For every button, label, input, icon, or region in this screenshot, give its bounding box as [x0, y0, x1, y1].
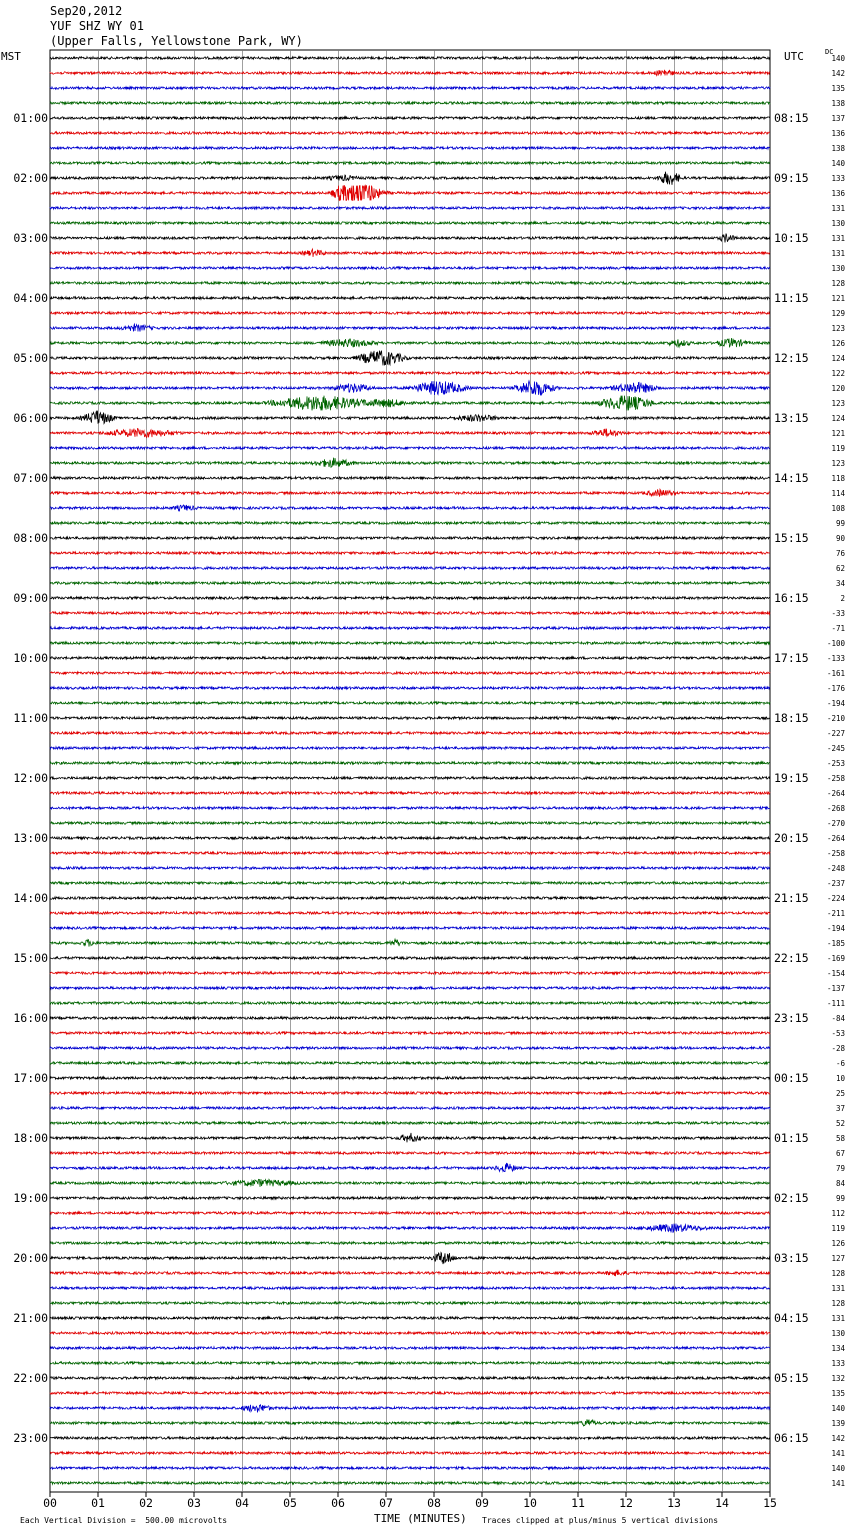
utc-hour-label: 13:15 — [774, 411, 809, 425]
dc-offset-label: 123 — [831, 324, 845, 333]
trace-row-60 — [50, 957, 770, 959]
trace-row-48 — [50, 777, 770, 779]
mst-hour-label: 04:00 — [13, 291, 48, 305]
trace-row-78 — [50, 1224, 770, 1233]
dc-offset-label: 10 — [835, 1074, 845, 1083]
trace-row-49 — [50, 792, 770, 794]
trace-row-64 — [50, 1017, 770, 1019]
dc-offset-label: 134 — [831, 1344, 845, 1353]
utc-hour-label: 15:15 — [774, 531, 809, 545]
dc-offset-label: -176 — [826, 684, 845, 693]
dc-offset-label: -154 — [826, 969, 845, 978]
x-tick-label: 04 — [235, 1496, 249, 1510]
mst-hour-label: 14:00 — [13, 891, 48, 905]
trace-row-79 — [50, 1242, 770, 1244]
trace-row-6 — [50, 147, 770, 149]
dc-offset-label: 76 — [835, 549, 845, 558]
dc-offset-label: 121 — [831, 294, 845, 303]
trace-row-12 — [50, 234, 770, 243]
dc-offset-label: 62 — [835, 564, 845, 573]
trace-row-31 — [50, 522, 770, 524]
trace-row-26 — [50, 447, 770, 449]
trace-row-1 — [50, 70, 770, 76]
trace-row-24 — [50, 411, 770, 424]
mst-hour-label: 19:00 — [13, 1191, 48, 1205]
dc-offset-label: 112 — [831, 1209, 845, 1218]
dc-offset-label: -161 — [826, 669, 845, 678]
trace-row-69 — [50, 1092, 770, 1094]
dc-offset-label: 140 — [831, 159, 845, 168]
utc-hour-label: 23:15 — [774, 1011, 809, 1025]
dc-offset-label: 142 — [831, 69, 845, 78]
mst-hour-label: 13:00 — [13, 831, 48, 845]
utc-hour-label: 19:15 — [774, 771, 809, 785]
trace-row-44 — [50, 717, 770, 719]
trace-row-18 — [50, 324, 770, 332]
trace-row-45 — [50, 732, 770, 734]
dc-offset-label: 119 — [831, 1224, 845, 1233]
dc-offset-label: 122 — [831, 369, 845, 378]
mst-hour-label: 06:00 — [13, 411, 48, 425]
x-tick-label: 06 — [331, 1496, 345, 1510]
dc-offset-label: 58 — [835, 1134, 845, 1143]
mst-hour-label: 22:00 — [13, 1371, 48, 1385]
utc-hour-label: 21:15 — [774, 891, 809, 905]
trace-row-29 — [50, 489, 770, 496]
mst-hour-label: 16:00 — [13, 1011, 48, 1025]
dc-offset-label: -224 — [826, 894, 845, 903]
trace-row-7 — [50, 162, 770, 164]
trace-row-81 — [50, 1270, 770, 1276]
dc-offset-label: 99 — [835, 1194, 845, 1203]
trace-row-58 — [50, 927, 770, 929]
dc-offset-labels — [827, 54, 846, 1488]
trace-row-2 — [50, 87, 770, 89]
dc-offset-label: 132 — [831, 1374, 845, 1383]
mst-hour-label: 03:00 — [13, 231, 48, 245]
dc-offset-label: 140 — [831, 1464, 845, 1473]
trace-row-52 — [50, 837, 770, 839]
trace-row-4 — [50, 117, 770, 119]
x-axis-title: TIME (MINUTES) — [374, 1512, 467, 1525]
trace-row-82 — [50, 1287, 770, 1289]
dc-offset-label: -137 — [826, 984, 845, 993]
dc-offset-label: 140 — [831, 54, 845, 63]
dc-offset-label: 127 — [831, 1254, 845, 1263]
dc-offset-label: -28 — [831, 1044, 845, 1053]
dc-offset-label: 136 — [831, 129, 845, 138]
utc-hour-label: 16:15 — [774, 591, 809, 605]
utc-hour-label: 11:15 — [774, 291, 809, 305]
header-date: Sep20,2012 — [50, 4, 123, 18]
trace-row-73 — [50, 1152, 770, 1154]
trace-row-22 — [50, 381, 770, 396]
utc-hour-label: 17:15 — [774, 651, 809, 665]
dc-offset-label: -245 — [826, 744, 845, 753]
mst-hour-label: 01:00 — [13, 111, 48, 125]
trace-row-70 — [50, 1107, 770, 1109]
dc-offset-label: -227 — [826, 729, 845, 738]
trace-row-54 — [50, 867, 770, 869]
header-station: YUF SHZ WY 01 — [50, 19, 144, 33]
trace-row-46 — [50, 747, 770, 749]
x-tick-label: 07 — [379, 1496, 393, 1510]
dc-offset-label: 121 — [831, 429, 845, 438]
trace-row-15 — [50, 282, 770, 284]
plot-frame — [50, 50, 770, 1492]
trace-row-91 — [50, 1419, 770, 1426]
trace-row-84 — [50, 1317, 770, 1319]
trace-row-42 — [50, 687, 770, 689]
dc-offset-label: -210 — [826, 714, 845, 723]
utc-hour-label: 01:15 — [774, 1131, 809, 1145]
x-tick-label: 12 — [619, 1496, 633, 1510]
x-tick-label: 15 — [763, 1496, 777, 1510]
dc-offset-label: 139 — [831, 1419, 845, 1428]
trace-row-83 — [50, 1302, 770, 1304]
dc-offset-label: 126 — [831, 1239, 845, 1248]
mst-hour-label: 11:00 — [13, 711, 48, 725]
trace-row-80 — [50, 1253, 770, 1265]
trace-row-56 — [50, 897, 770, 899]
trace-row-61 — [50, 972, 770, 974]
dc-offset-label: 118 — [831, 474, 845, 483]
dc-offset-label: -258 — [826, 849, 845, 858]
trace-row-47 — [50, 762, 770, 764]
x-tick-label: 13 — [667, 1496, 681, 1510]
mst-hour-label: 02:00 — [13, 171, 48, 185]
trace-row-55 — [50, 882, 770, 884]
dc-offset-label: 131 — [831, 249, 845, 258]
x-tick-label: 02 — [139, 1496, 153, 1510]
dc-offset-label: 128 — [831, 279, 845, 288]
dc-offset-label: 131 — [831, 1314, 845, 1323]
trace-row-30 — [50, 505, 770, 511]
trace-row-39 — [50, 642, 770, 644]
trace-row-59 — [50, 939, 770, 946]
mst-hour-label: 05:00 — [13, 351, 48, 365]
dc-offset-label: -194 — [826, 699, 845, 708]
x-tick-label: 00 — [43, 1496, 57, 1510]
dc-offset-label: 114 — [831, 489, 845, 498]
utc-hour-label: 00:15 — [774, 1071, 809, 1085]
dc-offset-label: 129 — [831, 309, 845, 318]
dc-offset-label: 138 — [831, 99, 845, 108]
utc-hour-label: 02:15 — [774, 1191, 809, 1205]
trace-row-9 — [50, 186, 770, 201]
dc-offset-label: 137 — [831, 114, 845, 123]
dc-offset-label: 79 — [835, 1164, 845, 1173]
dc-offset-label: 135 — [831, 1389, 845, 1398]
trace-row-76 — [50, 1197, 770, 1199]
dc-offset-label: -248 — [826, 864, 845, 873]
x-axis-ticks — [43, 1492, 777, 1510]
dc-offset-label: 128 — [831, 1299, 845, 1308]
dc-offset-label: 141 — [831, 1449, 845, 1458]
dc-offset-label: 123 — [831, 459, 845, 468]
dc-offset-label: -270 — [826, 819, 845, 828]
mst-hour-label: 20:00 — [13, 1251, 48, 1265]
mst-axis-title: MST — [1, 50, 21, 63]
mst-hour-label: 18:00 — [13, 1131, 48, 1145]
dc-offset-label: 138 — [831, 144, 845, 153]
dc-offset-label: 108 — [831, 504, 845, 513]
trace-row-57 — [50, 912, 770, 914]
dc-offset-label: 37 — [835, 1104, 845, 1113]
trace-row-0 — [50, 57, 770, 59]
trace-row-38 — [50, 627, 770, 629]
dc-offset-label: 99 — [835, 519, 845, 528]
dc-offset-label: 124 — [831, 354, 845, 363]
trace-row-40 — [50, 657, 770, 659]
x-tick-label: 05 — [283, 1496, 297, 1510]
dc-offset-label: -264 — [826, 834, 845, 843]
trace-row-90 — [50, 1405, 770, 1413]
x-tick-label: 14 — [715, 1496, 729, 1510]
scale-note: Each Vertical Division = 500.00 microvolts — [20, 1516, 228, 1525]
trace-row-53 — [50, 852, 770, 854]
trace-row-33 — [50, 552, 770, 554]
trace-row-25 — [50, 429, 770, 438]
trace-row-21 — [50, 372, 770, 374]
dc-offset-label: -211 — [826, 909, 845, 918]
trace-row-37 — [50, 612, 770, 614]
dc-offset-label: -84 — [831, 1014, 845, 1023]
utc-hour-label: 22:15 — [774, 951, 809, 965]
mst-hour-labels — [13, 111, 48, 1445]
trace-row-86 — [50, 1347, 770, 1349]
dc-offset-label: 84 — [835, 1179, 845, 1188]
dc-offset-label: 133 — [831, 1359, 845, 1368]
x-tick-label: 01 — [91, 1496, 105, 1510]
dc-offset-label: -100 — [826, 639, 845, 648]
dc-offset-label: 120 — [831, 384, 845, 393]
x-tick-label: 11 — [571, 1496, 585, 1510]
trace-row-85 — [50, 1332, 770, 1334]
trace-row-63 — [50, 1002, 770, 1004]
dc-offset-label: -169 — [826, 954, 845, 963]
x-tick-label: 03 — [187, 1496, 201, 1510]
dc-offset-label: -71 — [831, 624, 845, 633]
dc-offset-label: -33 — [831, 609, 845, 618]
trace-row-23 — [50, 396, 770, 411]
trace-row-41 — [50, 672, 770, 674]
trace-row-66 — [50, 1047, 770, 1049]
utc-hour-label: 10:15 — [774, 231, 809, 245]
dc-offset-label: -133 — [826, 654, 845, 663]
mst-hour-label: 07:00 — [13, 471, 48, 485]
trace-row-19 — [50, 338, 770, 347]
trace-row-11 — [50, 222, 770, 224]
dc-offset-label: 2 — [840, 594, 845, 603]
trace-row-3 — [50, 102, 770, 104]
trace-row-28 — [50, 477, 770, 479]
utc-hour-label: 18:15 — [774, 711, 809, 725]
x-tick-label: 10 — [523, 1496, 537, 1510]
mst-hour-label: 12:00 — [13, 771, 48, 785]
trace-row-10 — [50, 207, 770, 209]
utc-hour-labels — [774, 111, 809, 1445]
dc-offset-label: 119 — [831, 444, 845, 453]
dc-offset-label: 25 — [835, 1089, 845, 1098]
trace-row-8 — [50, 172, 770, 185]
dc-offset-label: 124 — [831, 414, 845, 423]
utc-axis-title: UTC — [784, 50, 804, 63]
dc-offset-label: 142 — [831, 1434, 845, 1443]
dc-offset-label: 126 — [831, 339, 845, 348]
mst-hour-label: 23:00 — [13, 1431, 48, 1445]
trace-row-35 — [50, 582, 770, 584]
trace-row-71 — [50, 1122, 770, 1124]
trace-row-20 — [50, 351, 770, 366]
mst-hour-label: 08:00 — [13, 531, 48, 545]
dc-offset-label: -6 — [835, 1059, 845, 1068]
trace-row-77 — [50, 1212, 770, 1214]
dc-offset-label: -53 — [831, 1029, 845, 1038]
mst-hour-label: 15:00 — [13, 951, 48, 965]
utc-hour-label: 05:15 — [774, 1371, 809, 1385]
trace-row-13 — [50, 249, 770, 257]
trace-row-92 — [50, 1437, 770, 1439]
x-tick-label: 08 — [427, 1496, 441, 1510]
trace-row-14 — [50, 267, 770, 269]
dc-offset-label: -111 — [826, 999, 845, 1008]
utc-hour-label: 04:15 — [774, 1311, 809, 1325]
trace-row-95 — [50, 1482, 770, 1484]
seismic-traces — [50, 57, 770, 1484]
dc-offset-label: 52 — [835, 1119, 845, 1128]
trace-row-67 — [50, 1062, 770, 1064]
dc-offset-label: 128 — [831, 1269, 845, 1278]
trace-row-27 — [50, 458, 770, 468]
dc-offset-label: 141 — [831, 1479, 845, 1488]
dc-offset-label: -268 — [826, 804, 845, 813]
dc-offset-label: -258 — [826, 774, 845, 783]
utc-hour-label: 09:15 — [774, 171, 809, 185]
dc-offset-label: 34 — [835, 579, 845, 588]
trace-row-93 — [50, 1452, 770, 1454]
dc-offset-label: 130 — [831, 1329, 845, 1338]
trace-row-32 — [50, 537, 770, 539]
dc-offset-label: -253 — [826, 759, 845, 768]
clip-note: Traces clipped at plus/minus 5 vertical divisions — [482, 1516, 719, 1525]
trace-row-43 — [50, 702, 770, 704]
dc-offset-label: 140 — [831, 1404, 845, 1413]
dc-offset-label: -264 — [826, 789, 845, 798]
dc-axis-title: DC — [825, 48, 834, 56]
dc-offset-label: -194 — [826, 924, 845, 933]
trace-row-74 — [50, 1163, 770, 1172]
dc-offset-label: 133 — [831, 174, 845, 183]
trace-row-36 — [50, 597, 770, 599]
trace-row-88 — [50, 1377, 770, 1379]
header-location: (Upper Falls, Yellowstone Park, WY) — [50, 34, 303, 48]
utc-hour-label: 14:15 — [774, 471, 809, 485]
trace-row-89 — [50, 1392, 770, 1394]
trace-row-68 — [50, 1077, 770, 1079]
trace-row-94 — [50, 1467, 770, 1469]
dc-offset-label: 131 — [831, 204, 845, 213]
dc-offset-label: 90 — [835, 534, 845, 543]
utc-hour-label: 06:15 — [774, 1431, 809, 1445]
trace-row-16 — [50, 297, 770, 299]
mst-hour-label: 21:00 — [13, 1311, 48, 1325]
dc-offset-label: -185 — [826, 939, 845, 948]
trace-row-34 — [50, 567, 770, 569]
utc-hour-label: 12:15 — [774, 351, 809, 365]
trace-row-5 — [50, 132, 770, 134]
dc-offset-label: 123 — [831, 399, 845, 408]
grid-lines — [50, 50, 770, 1492]
dc-offset-label: 130 — [831, 219, 845, 228]
mst-hour-label: 10:00 — [13, 651, 48, 665]
utc-hour-label: 08:15 — [774, 111, 809, 125]
dc-offset-label: -237 — [826, 879, 845, 888]
trace-row-75 — [50, 1179, 770, 1187]
dc-offset-label: 131 — [831, 1284, 845, 1293]
trace-row-50 — [50, 807, 770, 809]
utc-hour-label: 03:15 — [774, 1251, 809, 1265]
trace-row-87 — [50, 1362, 770, 1364]
trace-row-51 — [50, 822, 770, 824]
trace-row-65 — [50, 1032, 770, 1034]
utc-hour-label: 20:15 — [774, 831, 809, 845]
trace-row-17 — [50, 312, 770, 314]
dc-offset-label: 67 — [835, 1149, 845, 1158]
dc-offset-label: 131 — [831, 234, 845, 243]
trace-row-72 — [50, 1133, 770, 1142]
dc-offset-label: 136 — [831, 189, 845, 198]
dc-offset-label: 130 — [831, 264, 845, 273]
x-tick-label: 09 — [475, 1496, 489, 1510]
dc-offset-label: 135 — [831, 84, 845, 93]
mst-hour-label: 09:00 — [13, 591, 48, 605]
trace-row-62 — [50, 987, 770, 989]
mst-hour-label: 17:00 — [13, 1071, 48, 1085]
